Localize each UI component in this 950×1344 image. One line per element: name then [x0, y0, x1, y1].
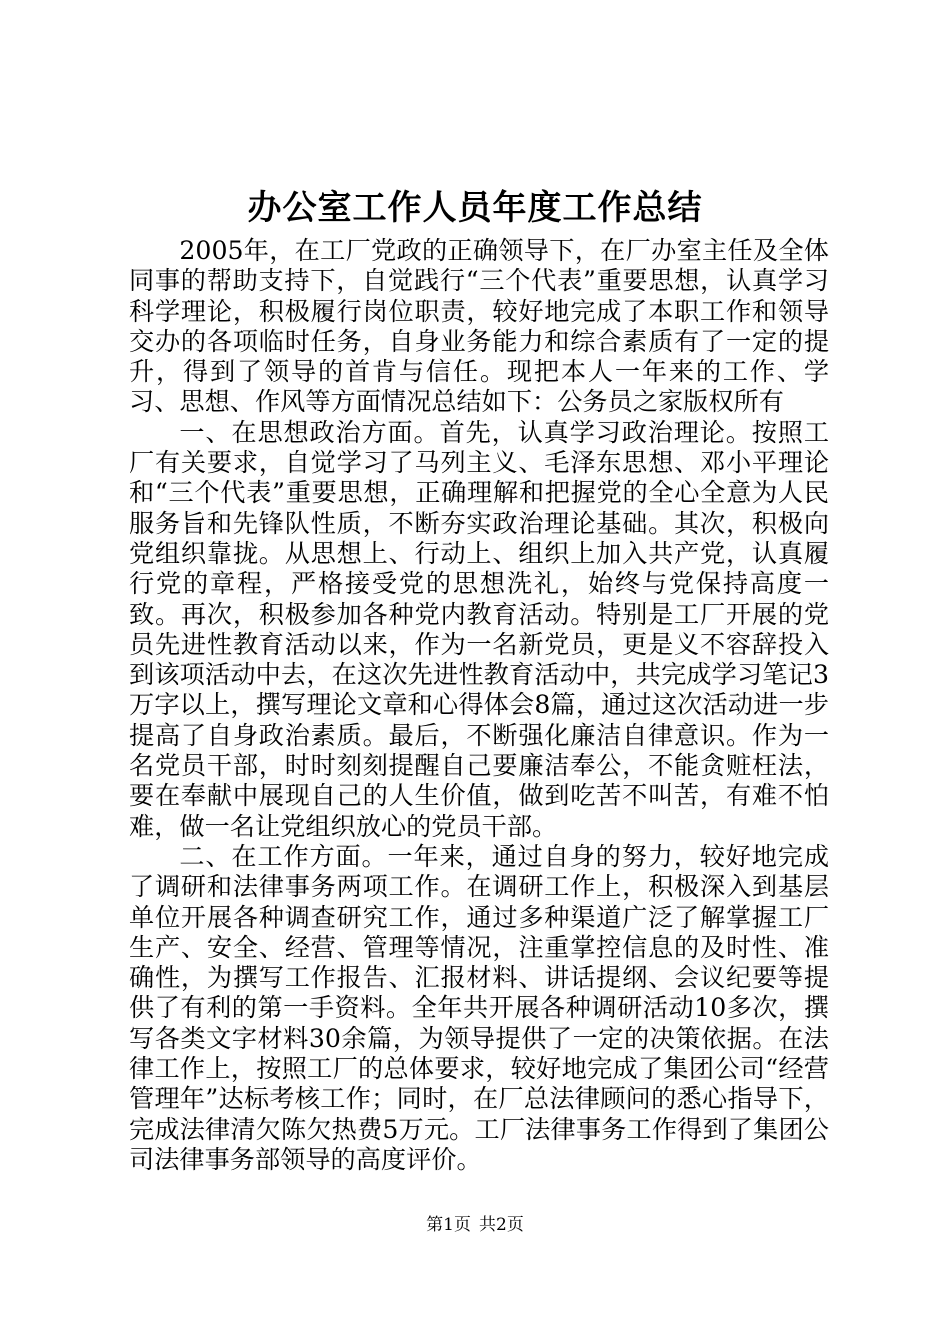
document-title: 办公室工作人员年度工作总结 — [247, 188, 703, 228]
document-body — [129, 236, 829, 1175]
paragraph-work: 二、在工作方面。一年来，通过自身的努力，较好地完成了调研和法律事务两项工作。在调研工作上，积极深入到基层单位开展各种调查研究工作，通过多种渠道广泛了解掌握工厂生产、安全、经营、管理等情况，注重掌控信息的及时性、准确性，为撰写工作报告、汇报材料、讲话提纲、会议纪要等提供了有利的第一手资料。全年共开展各种调研活动10多次，撰写各类文字材料30余篇，为领导提供了一定的决策依据。在法律工作上，按照工厂的总体要求，较好地完成了集团公司“经营管理年”达标考核工作；同时，在厂总法律顾问的悉心指导下，完成法律清欠陈欠热费5万元。工厂法律事务工作得到了集团公司法律事务部领导的高度评价。 — [129, 841, 829, 1174]
paragraph-intro: 2005年，在工厂党政的正确领导下，在厂办室主任及全体同事的帮助支持下，自觉践行“三个代表”重要思想，认真学习科学理论，积极履行岗位职责，较好地完成了本职工作和领导交办的各项临时任务，自身业务能力和综合素质有了一定的提升，得到了领导的首肯与信任。现把本人一年来的工作、学习、思想、作风等方面情况总结如下：公务员之家版权所有 — [129, 236, 829, 417]
paragraph-political: 一、在思想政治方面。首先，认真学习政治理论。按照工厂有关要求，自觉学习了马列主义、毛泽东思想、邓小平理论和“三个代表”重要思想，正确理解和把握党的全心全意为人民服务旨和先锋队性质，不断夯实政治理论基础。其次，积极向党组织靠拢。从思想上、行动上、组织上加入共产党，认真履行党的章程，严格接受党的思想洗礼，始终与党保持高度一致。再次，积极参加各种党内教育活动。特别是工厂开展的党员先进性教育活动以来，作为一名新党员，更是义不容辞投入到该项活动中去，在这次先进性教育活动中，共完成学习笔记3万字以上，撰写理论文章和心得体会8篇，通过这次活动进一步提高了自身政治素质。最后，不断强化廉洁自律意识。作为一名党员干部，时时刻刻提醒自己要廉洁奉公，不能贪赃枉法，要在奉献中展现自己的人生价值，做到吃苦不叫苦，有难不怕难，做一名让党组织放心的党员干部。 — [129, 417, 829, 841]
page-number: 第1页 — [426, 1215, 471, 1235]
page-total: 共2页 — [479, 1215, 524, 1235]
page-footer — [0, 1213, 950, 1237]
